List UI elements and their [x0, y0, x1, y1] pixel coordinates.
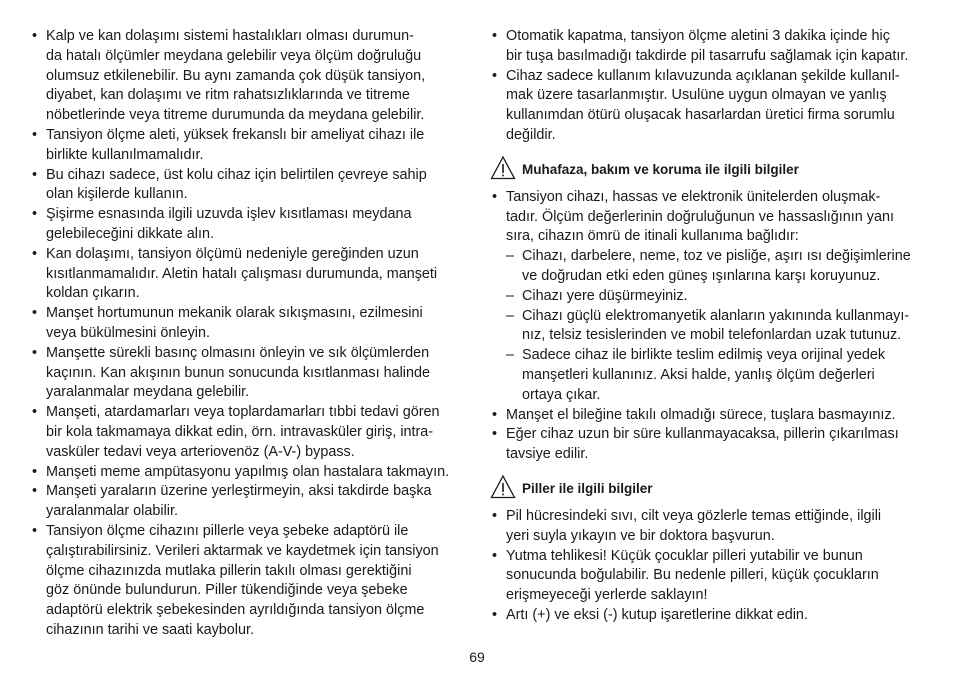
- bullet-item: • Tansiyon ölçme aleti, yüksek frekanslı bir ameliyat cihazı ile birlikte kullanılmamalıdır.: [30, 126, 470, 166]
- warning-triangle-icon: [490, 474, 516, 500]
- section-heading-text: Piller ile ilgili bilgiler: [522, 481, 653, 497]
- page-number: 69: [469, 649, 485, 665]
- bullet-item: • Artı (+) ve eksi (-) kutup işaretlerine dikkat edin.: [490, 606, 930, 626]
- bullet-item: • Manşeti yaraların üzerine yerleştirmeyin, aksi takdirde başka yaralanmalar olabilir.: [30, 482, 470, 522]
- bullet-item: • Manşet el bileğine takılı olmadığı sürece, tuşlara basmayınız.: [490, 406, 930, 426]
- warning-triangle-icon: [490, 155, 516, 181]
- dash-item: – Cihazı güçlü elektromanyetik alanların yakınında kullanmayı- nız, telsiz tesislerinden ve mobil telefonlardan uzak tutunuz.: [506, 307, 930, 347]
- bullet-item: • Kalp ve kan dolaşımı sistemi hastalıkları olması durumun- da hatalı ölçümler meydana gelebilir veya ölçüm doğruluğu olumsuz etkilenebilir. Bu aynı zamanda çok düşük tansiyon, diyabet, kan dolaşımı ve ritm rahatsızlıklarında ve titreme nöbetlerinde veya titreme durumunda da meydana gelebilir.: [30, 27, 470, 126]
- bullet-item: • Kan dolaşımı, tansiyon ölçümü nedeniyle gereğinden uzun kısıtlanmamalıdır. Aletin hatalı çalışması durumunda, manşeti koldan çıkarın.: [30, 245, 470, 304]
- section-heading-text: Muhafaza, bakım ve koruma ile ilgili bilgiler: [522, 162, 799, 178]
- bullet-item: • Tansiyon ölçme cihazını pillerle veya şebeke adaptörü ile çalıştırabilirsiniz. Verileri aktarmak ve kaydetmek için tansiyon ölçme cihazınızda mutlaka pillerin takılı olması gerektiğini göz önünde bulundurun. Piller tükendiğinde veya şebeke adaptörü elektrik şebekesinden ayrıldığında tansiyon ölçme cihazının tarihi ve saati kaybolur.: [30, 522, 470, 641]
- dash-item: – Cihazı, darbelere, neme, toz ve pisliğe, aşırı ısı değişimlerine ve doğrudan etki eden güneş ışınlarına karşı koruyunuz.: [506, 247, 930, 287]
- bullet-item: • Yutma tehlikesi! Küçük çocuklar pilleri yutabilir ve bunun sonucunda boğulabilir. Bu nedenle pilleri, küçük çocukların erişmeyeceği yerlerde saklayın!: [490, 547, 930, 606]
- bullet-item: • Manşet hortumunun mekanik olarak sıkışmasını, ezilmesini veya bükülmesini önleyin.: [30, 304, 470, 344]
- bullet-item: • Şişirme esnasında ilgili uzuvda işlev kısıtlaması meydana gelebileceğini dikkate alın.: [30, 205, 470, 245]
- bullet-item: • Pil hücresindeki sıvı, cilt veya gözlerle temas ettiğinde, ilgili yeri suyla yıkayın ve bir doktora başvurun.: [490, 507, 930, 547]
- bullet-item: • Tansiyon cihazı, hassas ve elektronik ünitelerden oluşmak- tadır. Ölçüm değerlerinin doğruluğunun ve hassaslığının yanı sıra, cihazın ömrü de itinali kullanıma bağlıdır:: [490, 188, 930, 247]
- dash-item: – Sadece cihaz ile birlikte teslim edilmiş veya orijinal yedek manşetleri kullanınız. Aksi halde, yanlış ölçüm değerleri ortaya çıkar.: [506, 346, 930, 405]
- bullet-item: • Manşette sürekli basınç olmasını önleyin ve sık ölçümlerden kaçının. Kan akışının bunun sonucunda kısıtlanması halinde yaralanmalar meydana gelebilir.: [30, 344, 470, 403]
- dash-item: – Cihazı yere düşürmeyiniz.: [506, 287, 930, 307]
- right-column: [490, 27, 930, 626]
- bullet-item: • Cihaz sadece kullanım kılavuzunda açıklanan şekilde kullanıl- mak üzere tasarlanmıştır. Usulüne uygun olmayan ve yanlış kullanımdan ötürü oluşacak hasarlardan üretici firma sorumlu değildir.: [490, 67, 930, 146]
- left-column: [30, 27, 470, 641]
- bullet-item: • Eğer cihaz uzun bir süre kullanmayacaksa, pillerin çıkarılması tavsiye edilir.: [490, 425, 930, 465]
- bullet-item: • Bu cihazı sadece, üst kolu cihaz için belirtilen çevreye sahip olan kişilerde kullanın.: [30, 166, 470, 206]
- section-heading-batteries: [490, 475, 930, 503]
- bullet-item: • Manşeti, atardamarları veya toplardamarları tıbbi tedavi gören bir kola takmamaya dikkat edin, örn. intravasküler giriş, intra- vasküler tedavi veya arteriovenöz (A-V-) bypass.: [30, 403, 470, 462]
- bullet-item: • Otomatik kapatma, tansiyon ölçme aletini 3 dakika içinde hiç bir tuşa basılmadığı takdirde pil tasarrufu sağlamak için kapatır.: [490, 27, 930, 67]
- bullet-item: • Manşeti meme ampütasyonu yapılmış olan hastalara takmayın.: [30, 463, 470, 483]
- section-heading-care: [490, 156, 930, 184]
